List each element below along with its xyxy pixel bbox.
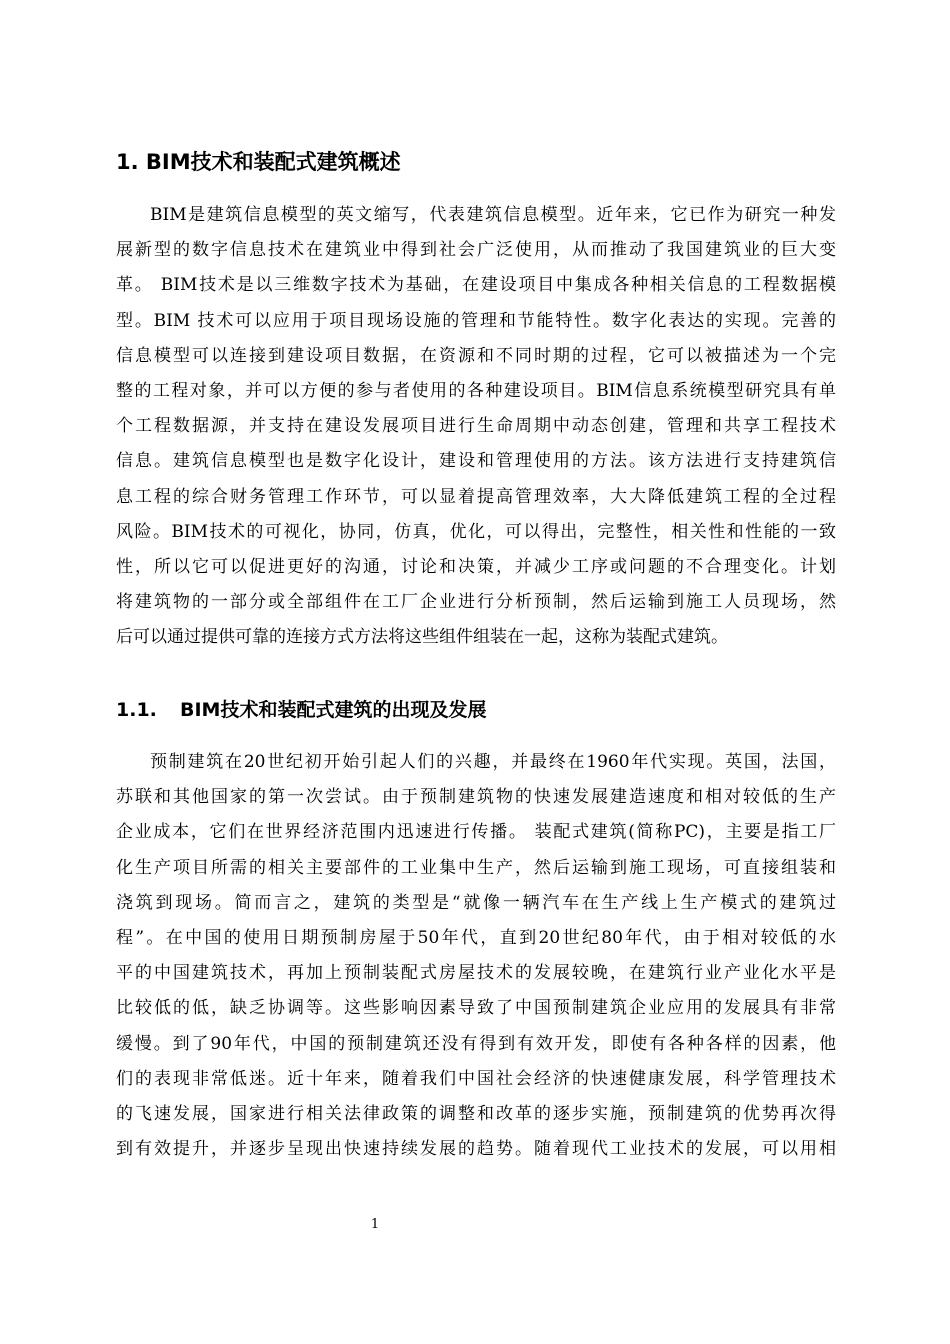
section-heading-1-1: [116, 694, 486, 726]
paragraph-line: 展新型的数字信息技术在建筑业中得到社会广泛使用，从而推动了我国建筑业的巨大变: [116, 240, 836, 261]
paragraph-line: 整的工程对象，并可以方便的参与者使用的各种建设项目。BIM信息系统模型研究具有单: [116, 380, 836, 401]
paragraph-line: 浇筑到现场。简而言之，建筑的类型是“就像一辆汽车在生产线上生产模式的建筑过: [116, 892, 836, 913]
paragraph-line: 比较低的低，缺乏协调等。这些影响因素导致了中国预制建筑企业应用的发展具有非常: [116, 998, 836, 1019]
paragraph-line: 型。BIM 技术可以应用于项目现场设施的管理和节能特性。数字化表达的实现。完善的: [116, 310, 836, 331]
paragraph-line: 们的表现非常低迷。近十年来，随着我们中国社会经济的快速健康发展，科学管理技术: [116, 1068, 836, 1089]
paragraph-line: BIM是建筑信息模型的英文缩写，代表建筑信息模型。近年来，它已作为研究一种发: [150, 205, 836, 225]
paragraph-line: 化生产项目所需的相关主要部件的工业集中生产，然后运输到施工现场，可直接组装和: [116, 857, 836, 878]
paragraph-line: 信息。建筑信息模型也是数字化设计，建设和管理使用的方法。该方法进行支持建筑信: [116, 451, 836, 472]
paragraph-line: 个工程数据源，并支持在建设发展项目进行生命周期中动态创建，管理和共享工程技术: [116, 416, 836, 437]
section-1-1-paragraph: [116, 745, 836, 1167]
paragraph-line: 信息模型可以连接到建设项目数据，在资源和不同时期的过程，它可以被描述为一个完: [116, 345, 836, 366]
paragraph-line: 程”。在中国的使用日期预制房屋于50年代，直到20世纪80年代，由于相对较低的水: [116, 927, 836, 948]
paragraph-line: 后可以通过提供可靠的连接方式方法将这些组件组装在一起，这称为装配式建筑。: [116, 627, 728, 648]
section-heading-1: 1. BIM技术和装配式建筑概述: [116, 150, 401, 174]
paragraph-line: 的飞速发展，国家进行相关法律政策的调整和改革的逐步实施，预制建筑的优势再次得: [116, 1103, 836, 1124]
paragraph-line: 风险。BIM技术的可视化，协同，仿真，优化，可以得出，完整性，相关性和性能的一致: [116, 521, 836, 542]
paragraph-line: 革。 BIM技术是以三维数字技术为基础，在建设项目中集成各种相关信息的工程数据模: [116, 275, 836, 296]
paragraph-line: 将建筑物的一部分或全部组件在工厂企业进行分析预制，然后运输到施工人员现场，然: [116, 592, 836, 613]
section-number: 1.1.: [116, 699, 157, 721]
paragraph-line: 预制建筑在20世纪初开始引起人们的兴趣，并最终在1960年代实现。英国，法国，: [150, 752, 836, 772]
paragraph-line: 平的中国建筑技术，再加上预制装配式房屋技术的发展较晚，在建筑行业产业化水平是: [116, 963, 836, 984]
section-title: BIM技术和装配式建筑的出现及发展: [180, 699, 487, 721]
paragraph-line: 性，所以它可以促进更好的沟通，讨论和决策，并减少工序或问题的不合理变化。计划: [116, 556, 836, 577]
section-1-paragraph: [116, 198, 836, 655]
paragraph-line: 缓慢。到了90年代，中国的预制建筑还没有得到有效开发，即使有各种各样的因素，他: [116, 1033, 836, 1054]
page-number: 1: [370, 1217, 380, 1232]
paragraph-line: 到有效提升，并逐步呈现出快速持续发展的趋势。随着现代工业技术的发展，可以用相: [116, 1139, 836, 1160]
paragraph-line: 企业成本，它们在世界经济范围内迅速进行传播。 装配式建筑(简称PC)，主要是指工厂: [116, 822, 836, 843]
paragraph-line: 息工程的综合财务管理工作环节，可以显着提高管理效率，大大降低建筑工程的全过程: [116, 486, 836, 507]
paragraph-line: 苏联和其他国家的第一次尝试。由于预制建筑物的快速发展建造速度和相对较低的生产: [116, 787, 836, 808]
